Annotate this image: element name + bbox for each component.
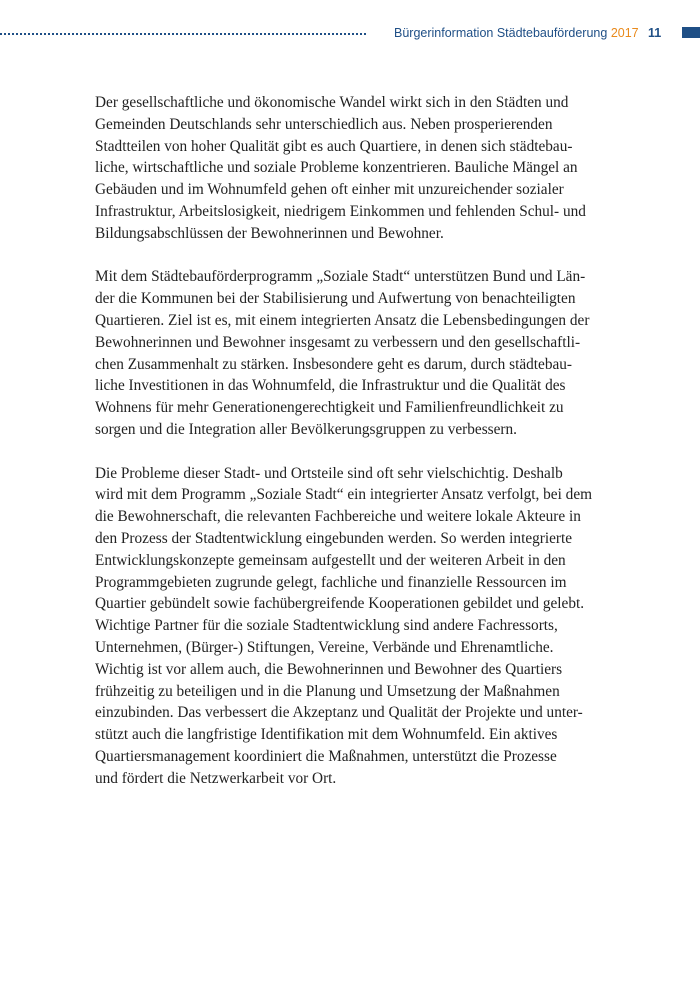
text-line: Stadtteilen von hoher Qualität gibt es auch Quartiere, in denen sich städtebau- — [95, 137, 573, 155]
text-line: Mit dem Städtebauförderprogramm „Soziale Stadt“ unterstützen Bund und Län- — [95, 268, 586, 286]
text-line: chen Zusammenhalt zu stärken. Insbesondere geht es darum, durch städtebau- — [95, 355, 573, 373]
text-line: wird mit dem Programm „Soziale Stadt“ ein integrierter Ansatz verfolgt, bei dem — [95, 486, 593, 504]
text-line: Infrastruktur, Arbeitslosigkeit, niedrigem Einkommen und fehlenden Schul- und — [95, 202, 586, 220]
text-line: Wohnens für mehr Generationengerechtigkeit und Familienfreundlichkeit zu — [95, 399, 564, 417]
text-line: Der gesellschaftliche und ökonomische Wandel wirkt sich in den Städten und — [95, 94, 569, 111]
header-title-block — [394, 22, 639, 44]
page-header — [0, 22, 700, 44]
page-number: 11 — [648, 26, 662, 40]
text-line: Programmgebieten zugrunde gelegt, fachliche und finanzielle Ressourcen im — [95, 573, 567, 591]
dotted-rule — [0, 33, 366, 35]
text-line: und fördert die Netzwerkarbeit vor Ort. — [95, 769, 337, 787]
text-line: Wichtige Partner für die soziale Stadtentwicklung sind andere Fachressorts, — [95, 617, 558, 635]
text-line: Die Probleme dieser Stadt- und Ortsteile sind oft sehr vielschichtig. Deshalb — [95, 464, 563, 482]
paragraph-2 — [95, 266, 643, 440]
text-line: Bildungsabschlüssen der Bewohnerinnen und Bewohner. — [95, 224, 444, 242]
text-line: liche Investitionen in das Wohnumfeld, die Infrastruktur und die Qualität des — [95, 377, 566, 395]
text-line: einzubinden. Das verbessert die Akzeptanz und Qualität der Projekte und unter- — [95, 704, 583, 722]
body-text — [95, 92, 643, 811]
text-line: Quartieren. Ziel ist es, mit einem integrierten Ansatz die Lebensbedingungen der — [95, 311, 590, 329]
text-line: sorgen und die Integration aller Bevölkerungsgruppen zu verbessern. — [95, 420, 517, 438]
header-accent-bar — [682, 27, 700, 38]
header-year: 2017 — [610, 26, 639, 40]
text-line: Bewohnerinnen und Bewohner insgesamt zu verbessern und den gesellschaftli- — [95, 333, 581, 351]
text-line: Gemeinden Deutschlands sehr unterschiedlich aus. Neben prosperierenden — [95, 115, 553, 133]
text-line: die Bewohnerschaft, die relevanten Fachbereiche und weitere lokale Akteure in — [95, 508, 581, 526]
text-line: Unternehmen, (Bürger-) Stiftungen, Vereine, Verbände und Ehrenamtliche. — [95, 638, 554, 656]
text-line: Wichtig ist vor allem auch, die Bewohnerinnen und Bewohner des Quartiers — [95, 660, 563, 678]
text-line: den Prozess der Stadtentwicklung eingebunden werden. So werden integrierte — [95, 529, 573, 547]
paragraph-3 — [95, 463, 643, 790]
header-title: Bürgerinformation Städtebauförderung — [394, 26, 608, 40]
text-line: liche, wirtschaftliche und soziale Probleme konzentrieren. Bauliche Mängel an — [95, 159, 578, 177]
text-line: Entwicklungskonzepte gemeinsam aufgestellt und der weiteren Arbeit in den — [95, 551, 566, 569]
text-line: Quartiersmanagement koordiniert die Maßnahmen, unterstützt die Prozesse — [95, 747, 557, 765]
text-line: Quartier gebündelt sowie fachübergreifende Kooperationen gebildet und gelebt. — [95, 595, 585, 613]
text-line: frühzeitig zu beteiligen und in die Planung und Umsetzung der Maßnahmen — [95, 682, 560, 700]
text-line: Gebäuden und im Wohnumfeld gehen oft einher mit unzureichender sozialer — [95, 181, 564, 199]
text-line: der die Kommunen bei der Stabilisierung und Aufwertung von benachteiligten — [95, 290, 576, 308]
paragraph-1 — [95, 92, 643, 245]
text-line: stützt auch die langfristige Identifikation mit dem Wohnumfeld. Ein aktives — [95, 726, 558, 744]
